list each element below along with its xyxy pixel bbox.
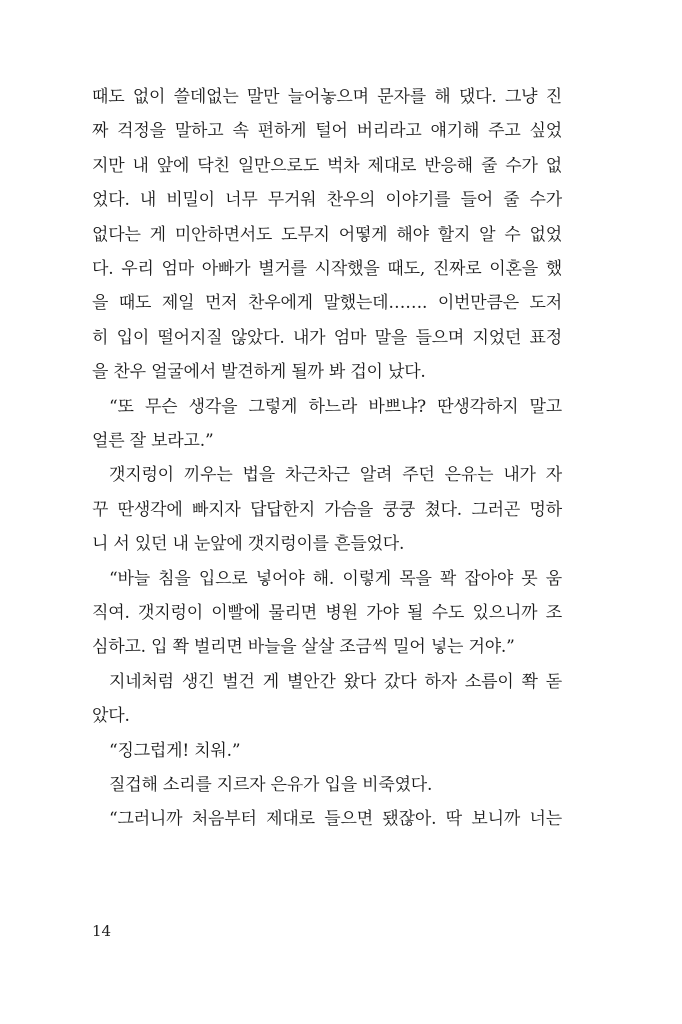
text-line: 다. 우리 엄마 아빠가 별거를 시작했을 때도, 진짜로 이혼을 했	[92, 259, 562, 279]
text-line: 을 때도 제일 먼저 찬우에게 말했는데……. 이번만큼은 도저	[92, 293, 562, 314]
text-line: “그러니까 처음부터 제대로 들으면 됐잖아. 딱 보니까 너는	[109, 809, 562, 830]
page-number: 14	[92, 922, 112, 940]
text-line: 았다.	[92, 706, 130, 727]
text-line: 히 입이 떨어지질 않았다. 내가 엄마 말을 들으며 지었던 표정	[92, 327, 562, 348]
text-line: 심하고. 입 쫙 벌리면 바늘을 살살 조금씩 밀어 넣는 거야.”	[92, 637, 515, 658]
text-line: 갯지렁이 끼우는 법을 차근차근 알려 주던 은유는 내가 자	[109, 465, 562, 486]
text-line: 꾸 딴생각에 빠지자 답답한지 가슴을 쿵쿵 쳤다. 그러곤 멍하	[92, 499, 562, 520]
text-line: 니 서 있던 내 눈앞에 갯지렁이를 흔들었다.	[92, 534, 405, 555]
text-line: 없다는 게 미안하면서도 도무지 어떻게 해야 할지 알 수 없었	[92, 224, 562, 245]
text-line: “또 무슨 생각을 그렇게 하느라 바쁘냐? 딴생각하지 말고	[109, 396, 562, 417]
text-line: 지네처럼 생긴 벌건 게 별안간 왔다 갔다 하자 소름이 쫙 돋	[109, 671, 562, 692]
text-line: 지만 내 앞에 닥친 일만으로도 벅차 제대로 반응해 줄 수가 없	[92, 155, 562, 176]
text-line: 얼른 잘 보라고.”	[92, 431, 214, 451]
text-line: 때도 없이 쓸데없는 말만 늘어놓으며 문자를 해 댔다. 그냥 진	[92, 87, 562, 107]
text-line: 짜 걱정을 말하고 속 편하게 털어 버리라고 얘기해 주고 싶었	[92, 121, 562, 142]
text-line: 직여. 갯지렁이 이빨에 물리면 병원 가야 될 수도 있으니까 조	[92, 603, 562, 623]
text-line: “바늘 침을 입으로 넣어야 해. 이렇게 목을 꽉 잡아야 못 움	[109, 568, 562, 589]
text-line: 었다. 내 비밀이 너무 무거워 찬우의 이야기를 들어 줄 수가	[92, 190, 562, 211]
text-line: “징그럽게! 치워.”	[109, 740, 241, 761]
text-line: 을 찬우 얼굴에서 발견하게 될까 봐 겁이 났다.	[92, 362, 426, 383]
text-line: 질겁해 소리를 지르자 은유가 입을 비죽였다.	[109, 775, 433, 795]
